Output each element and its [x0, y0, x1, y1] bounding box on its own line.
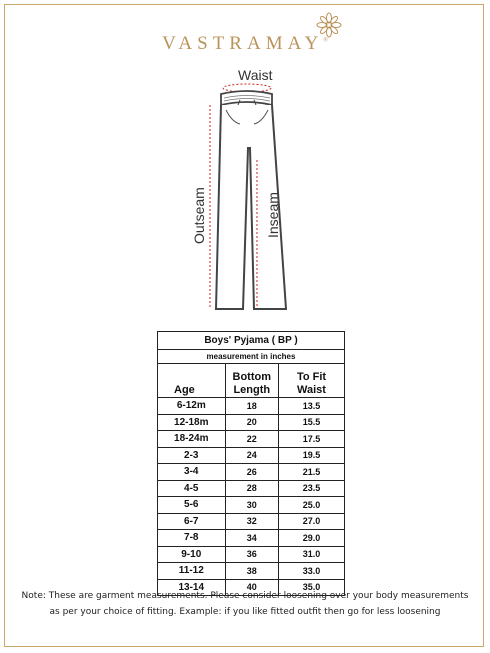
table-row	[158, 480, 345, 497]
waist-cell: 13.5	[279, 398, 345, 415]
age-cell: 13-14	[158, 579, 226, 596]
size-chart-table	[157, 331, 345, 596]
table-row	[158, 398, 345, 415]
header-to-fit-waist: To Fit Waist	[279, 364, 345, 398]
table-row	[158, 447, 345, 464]
table-row	[158, 464, 345, 481]
header-bottom-length: Bottom Length	[225, 364, 278, 398]
age-cell: 4-5	[158, 480, 226, 497]
waist-cell: 29.0	[279, 530, 345, 547]
bottom-length-cell: 32	[225, 513, 278, 530]
age-cell: 12-18m	[158, 414, 226, 431]
bottom-length-cell: 34	[225, 530, 278, 547]
waist-cell: 19.5	[279, 447, 345, 464]
waist-cell: 27.0	[279, 513, 345, 530]
table-subtitle: measurement in inches	[158, 350, 345, 364]
table-row	[158, 513, 345, 530]
table-row	[158, 431, 345, 448]
age-cell: 7-8	[158, 530, 226, 547]
brand-name: VASTRAMAY®	[162, 33, 328, 54]
waist-cell: 23.5	[279, 480, 345, 497]
age-cell: 6-12m	[158, 398, 226, 415]
age-cell: 3-4	[158, 464, 226, 481]
age-cell: 9-10	[158, 546, 226, 563]
waist-cell: 21.5	[279, 464, 345, 481]
table-row	[158, 497, 345, 514]
note-line-1: Note: These are garment measurements. Please consider loosening over your body measurements	[21, 591, 469, 601]
waist-cell: 31.0	[279, 546, 345, 563]
age-cell: 5-6	[158, 497, 226, 514]
table-row	[158, 530, 345, 547]
pyjama-waistband	[221, 91, 272, 105]
table-title: Boys' Pyjama ( BP )	[158, 332, 345, 350]
waist-cell: 25.0	[279, 497, 345, 514]
inseam-label: Inseam	[265, 192, 281, 238]
waist-cell: 15.5	[279, 414, 345, 431]
bottom-length-cell: 38	[225, 563, 278, 580]
bottom-length-cell: 18	[225, 398, 278, 415]
note-text	[8, 588, 482, 620]
age-cell: 11-12	[158, 563, 226, 580]
waist-label: Waist	[238, 67, 273, 83]
bottom-length-cell: 30	[225, 497, 278, 514]
bottom-length-cell: 36	[225, 546, 278, 563]
table-row	[158, 546, 345, 563]
table-row	[158, 563, 345, 580]
bottom-length-cell: 26	[225, 464, 278, 481]
bottom-length-cell: 28	[225, 480, 278, 497]
waist-cell: 17.5	[279, 431, 345, 448]
header-age: Age	[158, 364, 226, 398]
bottom-length-cell: 24	[225, 447, 278, 464]
age-cell: 18-24m	[158, 431, 226, 448]
waist-cell: 35.0	[279, 579, 345, 596]
outseam-label: Outseam	[191, 187, 207, 244]
table-row	[158, 414, 345, 431]
bottom-length-cell: 20	[225, 414, 278, 431]
note-line-2: as per your choice of fitting. Example: if you like fitted outfit then go for less loosening	[49, 607, 441, 617]
bottom-length-cell: 40	[225, 579, 278, 596]
age-cell: 2-3	[158, 447, 226, 464]
waist-cell: 33.0	[279, 563, 345, 580]
age-cell: 6-7	[158, 513, 226, 530]
bottom-length-cell: 22	[225, 431, 278, 448]
